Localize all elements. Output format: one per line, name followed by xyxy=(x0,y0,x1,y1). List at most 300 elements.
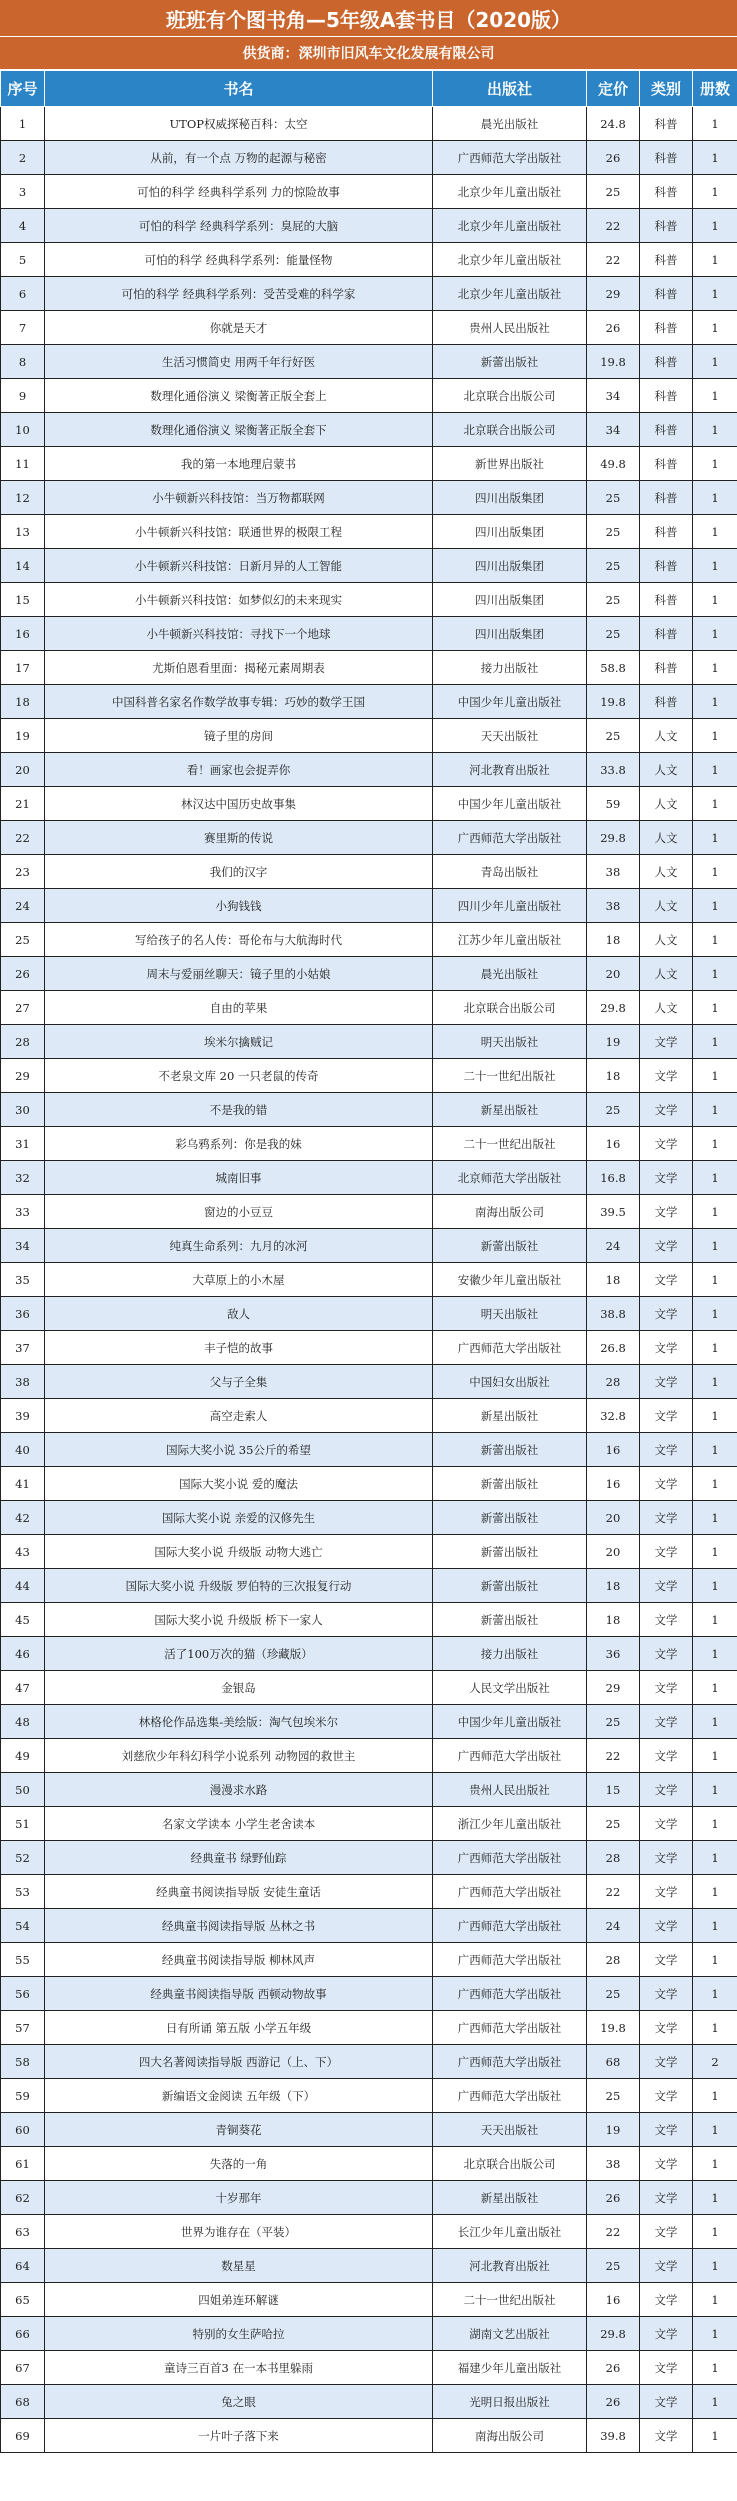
cell-quantity: 1 xyxy=(693,957,737,991)
cell-index: 47 xyxy=(1,1671,45,1705)
cell-publisher: 北京少年儿童出版社 xyxy=(433,175,587,209)
cell-title: 失落的一角 xyxy=(45,2147,433,2181)
cell-category: 科普 xyxy=(640,685,693,719)
cell-price: 59 xyxy=(587,787,640,821)
cell-publisher: 四川出版集团 xyxy=(433,617,587,651)
cell-price: 16 xyxy=(587,2283,640,2317)
cell-quantity: 1 xyxy=(693,2385,737,2419)
cell-category: 科普 xyxy=(640,651,693,685)
cell-publisher: 光明日报出版社 xyxy=(433,2385,587,2419)
cell-price: 25 xyxy=(587,175,640,209)
cell-category: 人文 xyxy=(640,787,693,821)
cell-title: 大草原上的小木屋 xyxy=(45,1263,433,1297)
cell-price: 26 xyxy=(587,141,640,175)
cell-title: 数理化通俗演义 梁衡著正版全套下 xyxy=(45,413,433,447)
cell-category: 文学 xyxy=(640,1433,693,1467)
table-row xyxy=(1,141,737,175)
cell-quantity: 1 xyxy=(693,2419,737,2453)
cell-quantity: 1 xyxy=(693,719,737,753)
cell-publisher: 新世界出版社 xyxy=(433,447,587,481)
cell-quantity: 1 xyxy=(693,1671,737,1705)
table-row xyxy=(1,1501,737,1535)
cell-category: 文学 xyxy=(640,1059,693,1093)
cell-category: 科普 xyxy=(640,481,693,515)
header-title: 书名 xyxy=(45,71,433,107)
cell-publisher: 广西师范大学出版社 xyxy=(433,1739,587,1773)
table-row xyxy=(1,1365,737,1399)
cell-index: 25 xyxy=(1,923,45,957)
cell-publisher: 明天出版社 xyxy=(433,1025,587,1059)
cell-category: 文学 xyxy=(640,1127,693,1161)
cell-price: 24 xyxy=(587,1909,640,1943)
cell-publisher: 安徽少年儿童出版社 xyxy=(433,1263,587,1297)
cell-quantity: 1 xyxy=(693,651,737,685)
cell-quantity: 1 xyxy=(693,311,737,345)
cell-price: 16.8 xyxy=(587,1161,640,1195)
cell-title: 赛里斯的传说 xyxy=(45,821,433,855)
table-row xyxy=(1,2351,737,2385)
table-row xyxy=(1,1297,737,1331)
cell-price: 25 xyxy=(587,2079,640,2113)
cell-category: 文学 xyxy=(640,1603,693,1637)
table-row xyxy=(1,2011,737,2045)
cell-price: 18 xyxy=(587,1059,640,1093)
cell-quantity: 1 xyxy=(693,1229,737,1263)
cell-index: 53 xyxy=(1,1875,45,1909)
cell-index: 4 xyxy=(1,209,45,243)
table-row xyxy=(1,379,737,413)
cell-category: 文学 xyxy=(640,1229,693,1263)
table-row xyxy=(1,243,737,277)
cell-publisher: 中国妇女出版社 xyxy=(433,1365,587,1399)
cell-title: 可怕的科学 经典科学系列 力的惊险故事 xyxy=(45,175,433,209)
cell-index: 42 xyxy=(1,1501,45,1535)
cell-title: 数星星 xyxy=(45,2249,433,2283)
cell-title: 丰子恺的故事 xyxy=(45,1331,433,1365)
cell-quantity: 1 xyxy=(693,1263,737,1297)
cell-price: 39.8 xyxy=(587,2419,640,2453)
table-row xyxy=(1,1467,737,1501)
cell-publisher: 长江少年儿童出版社 xyxy=(433,2215,587,2249)
cell-title: 国际大奖小说 35公斤的希望 xyxy=(45,1433,433,1467)
cell-price: 28 xyxy=(587,1365,640,1399)
cell-index: 7 xyxy=(1,311,45,345)
table-row xyxy=(1,1127,737,1161)
cell-quantity: 1 xyxy=(693,821,737,855)
cell-index: 43 xyxy=(1,1535,45,1569)
cell-price: 25 xyxy=(587,1705,640,1739)
cell-title: 新编语文金阅读 五年级（下） xyxy=(45,2079,433,2113)
cell-category: 文学 xyxy=(640,1569,693,1603)
cell-index: 57 xyxy=(1,2011,45,2045)
cell-quantity: 1 xyxy=(693,515,737,549)
cell-quantity: 1 xyxy=(693,345,737,379)
cell-price: 34 xyxy=(587,413,640,447)
table-row xyxy=(1,1025,737,1059)
cell-title: 童诗三百首3 在一本书里躲雨 xyxy=(45,2351,433,2385)
cell-index: 18 xyxy=(1,685,45,719)
cell-index: 54 xyxy=(1,1909,45,1943)
cell-category: 文学 xyxy=(640,2249,693,2283)
cell-title: 我们的汉字 xyxy=(45,855,433,889)
cell-title: 窗边的小豆豆 xyxy=(45,1195,433,1229)
cell-index: 29 xyxy=(1,1059,45,1093)
book-table xyxy=(0,70,737,2453)
cell-publisher: 二十一世纪出版社 xyxy=(433,1059,587,1093)
cell-price: 19 xyxy=(587,2113,640,2147)
cell-index: 13 xyxy=(1,515,45,549)
cell-price: 25 xyxy=(587,515,640,549)
table-row xyxy=(1,209,737,243)
cell-publisher: 新星出版社 xyxy=(433,1093,587,1127)
table-row xyxy=(1,1943,737,1977)
cell-publisher: 新蕾出版社 xyxy=(433,1603,587,1637)
cell-title: 小牛顿新兴科技馆：如梦似幻的未来现实 xyxy=(45,583,433,617)
header-publisher: 出版社 xyxy=(433,71,587,107)
table-row xyxy=(1,311,737,345)
cell-index: 3 xyxy=(1,175,45,209)
cell-price: 28 xyxy=(587,1943,640,1977)
cell-title: 不老泉文库 20 一只老鼠的传奇 xyxy=(45,1059,433,1093)
cell-index: 61 xyxy=(1,2147,45,2181)
cell-title: 金银岛 xyxy=(45,1671,433,1705)
cell-quantity: 1 xyxy=(693,2079,737,2113)
cell-quantity: 1 xyxy=(693,923,737,957)
cell-category: 科普 xyxy=(640,379,693,413)
table-row xyxy=(1,1331,737,1365)
table-row xyxy=(1,1535,737,1569)
cell-category: 科普 xyxy=(640,583,693,617)
cell-price: 25 xyxy=(587,549,640,583)
cell-category: 文学 xyxy=(640,2385,693,2419)
cell-publisher: 广西师范大学出版社 xyxy=(433,1977,587,2011)
cell-quantity: 1 xyxy=(693,1637,737,1671)
table-row xyxy=(1,923,737,957)
cell-category: 文学 xyxy=(640,2215,693,2249)
cell-publisher: 广西师范大学出版社 xyxy=(433,141,587,175)
cell-price: 24.8 xyxy=(587,107,640,141)
cell-quantity: 1 xyxy=(693,1161,737,1195)
cell-index: 63 xyxy=(1,2215,45,2249)
cell-price: 20 xyxy=(587,1535,640,1569)
table-row xyxy=(1,583,737,617)
cell-price: 29.8 xyxy=(587,821,640,855)
table-row xyxy=(1,889,737,923)
cell-index: 41 xyxy=(1,1467,45,1501)
cell-publisher: 河北教育出版社 xyxy=(433,753,587,787)
cell-publisher: 北京少年儿童出版社 xyxy=(433,209,587,243)
cell-price: 25 xyxy=(587,481,640,515)
cell-index: 32 xyxy=(1,1161,45,1195)
cell-price: 68 xyxy=(587,2045,640,2079)
table-row xyxy=(1,685,737,719)
cell-price: 32.8 xyxy=(587,1399,640,1433)
cell-category: 文学 xyxy=(640,1297,693,1331)
table-row xyxy=(1,107,737,141)
cell-quantity: 1 xyxy=(693,2147,737,2181)
cell-title: 父与子全集 xyxy=(45,1365,433,1399)
cell-quantity: 1 xyxy=(693,1195,737,1229)
cell-index: 45 xyxy=(1,1603,45,1637)
cell-category: 科普 xyxy=(640,175,693,209)
cell-price: 24 xyxy=(587,1229,640,1263)
cell-publisher: 广西师范大学出版社 xyxy=(433,1875,587,1909)
cell-quantity: 1 xyxy=(693,1569,737,1603)
table-row xyxy=(1,957,737,991)
cell-price: 26 xyxy=(587,2351,640,2385)
cell-category: 科普 xyxy=(640,107,693,141)
cell-title: 经典童书阅读指导版 柳林风声 xyxy=(45,1943,433,1977)
cell-index: 52 xyxy=(1,1841,45,1875)
cell-category: 文学 xyxy=(640,2283,693,2317)
cell-index: 33 xyxy=(1,1195,45,1229)
cell-title: 埃米尔擒贼记 xyxy=(45,1025,433,1059)
table-row xyxy=(1,515,737,549)
cell-title: 经典童书 绿野仙踪 xyxy=(45,1841,433,1875)
cell-quantity: 1 xyxy=(693,379,737,413)
cell-index: 23 xyxy=(1,855,45,889)
cell-price: 22 xyxy=(587,2215,640,2249)
cell-publisher: 中国少年儿童出版社 xyxy=(433,1705,587,1739)
cell-publisher: 北京联合出版公司 xyxy=(433,379,587,413)
cell-quantity: 1 xyxy=(693,107,737,141)
cell-quantity: 1 xyxy=(693,855,737,889)
cell-category: 文学 xyxy=(640,1365,693,1399)
cell-category: 文学 xyxy=(640,1909,693,1943)
table-row xyxy=(1,1263,737,1297)
cell-category: 人文 xyxy=(640,923,693,957)
cell-publisher: 北京师范大学出版社 xyxy=(433,1161,587,1195)
header-category: 类别 xyxy=(640,71,693,107)
cell-publisher: 四川出版集团 xyxy=(433,481,587,515)
cell-category: 科普 xyxy=(640,617,693,651)
cell-price: 22 xyxy=(587,1875,640,1909)
cell-quantity: 1 xyxy=(693,1841,737,1875)
cell-publisher: 中国少年儿童出版社 xyxy=(433,787,587,821)
cell-quantity: 1 xyxy=(693,1739,737,1773)
cell-title: 小牛顿新兴科技馆：日新月异的人工智能 xyxy=(45,549,433,583)
header-price: 定价 xyxy=(587,71,640,107)
cell-index: 17 xyxy=(1,651,45,685)
table-row xyxy=(1,2215,737,2249)
cell-index: 30 xyxy=(1,1093,45,1127)
cell-category: 文学 xyxy=(640,1841,693,1875)
cell-quantity: 1 xyxy=(693,1909,737,1943)
cell-index: 37 xyxy=(1,1331,45,1365)
cell-category: 文学 xyxy=(640,2147,693,2181)
cell-category: 文学 xyxy=(640,2317,693,2351)
cell-publisher: 北京联合出版公司 xyxy=(433,2147,587,2181)
cell-quantity: 1 xyxy=(693,583,737,617)
cell-quantity: 1 xyxy=(693,787,737,821)
cell-index: 27 xyxy=(1,991,45,1025)
cell-title: 镜子里的房间 xyxy=(45,719,433,753)
cell-price: 25 xyxy=(587,2249,640,2283)
cell-title: 刘慈欣少年科幻科学小说系列 动物园的救世主 xyxy=(45,1739,433,1773)
cell-quantity: 1 xyxy=(693,1127,737,1161)
table-row xyxy=(1,1773,737,1807)
cell-publisher: 北京少年儿童出版社 xyxy=(433,277,587,311)
cell-publisher: 河北教育出版社 xyxy=(433,2249,587,2283)
table-row xyxy=(1,345,737,379)
cell-title: 城南旧事 xyxy=(45,1161,433,1195)
cell-price: 39.5 xyxy=(587,1195,640,1229)
table-row xyxy=(1,2249,737,2283)
cell-publisher: 四川出版集团 xyxy=(433,515,587,549)
cell-index: 24 xyxy=(1,889,45,923)
cell-index: 62 xyxy=(1,2181,45,2215)
cell-index: 2 xyxy=(1,141,45,175)
cell-index: 56 xyxy=(1,1977,45,2011)
cell-title: 四姐弟连环解谜 xyxy=(45,2283,433,2317)
table-row xyxy=(1,1161,737,1195)
cell-category: 文学 xyxy=(640,1467,693,1501)
cell-quantity: 1 xyxy=(693,1297,737,1331)
table-row xyxy=(1,2419,737,2453)
cell-category: 文学 xyxy=(640,1263,693,1297)
cell-category: 人文 xyxy=(640,991,693,1025)
cell-title: 不是我的错 xyxy=(45,1093,433,1127)
cell-index: 26 xyxy=(1,957,45,991)
cell-category: 人文 xyxy=(640,821,693,855)
table-row xyxy=(1,1977,737,2011)
cell-quantity: 1 xyxy=(693,175,737,209)
cell-price: 26 xyxy=(587,311,640,345)
cell-publisher: 接力出版社 xyxy=(433,1637,587,1671)
cell-index: 68 xyxy=(1,2385,45,2419)
table-row xyxy=(1,2317,737,2351)
cell-category: 文学 xyxy=(640,1161,693,1195)
table-row xyxy=(1,2181,737,2215)
cell-price: 25 xyxy=(587,719,640,753)
cell-index: 69 xyxy=(1,2419,45,2453)
cell-publisher: 新蕾出版社 xyxy=(433,1467,587,1501)
cell-title: 漫漫求水路 xyxy=(45,1773,433,1807)
cell-price: 33.8 xyxy=(587,753,640,787)
cell-category: 文学 xyxy=(640,1399,693,1433)
cell-title: 日有所诵 第五版 小学五年级 xyxy=(45,2011,433,2045)
cell-quantity: 1 xyxy=(693,2283,737,2317)
cell-title: 尤斯伯恩看里面：揭秘元素周期表 xyxy=(45,651,433,685)
cell-price: 20 xyxy=(587,957,640,991)
cell-publisher: 二十一世纪出版社 xyxy=(433,2283,587,2317)
cell-publisher: 南海出版公司 xyxy=(433,2419,587,2453)
cell-index: 64 xyxy=(1,2249,45,2283)
cell-quantity: 1 xyxy=(693,2317,737,2351)
cell-category: 科普 xyxy=(640,413,693,447)
cell-title: 经典童书阅读指导版 丛林之书 xyxy=(45,1909,433,1943)
cell-quantity: 1 xyxy=(693,1093,737,1127)
table-row xyxy=(1,719,737,753)
cell-publisher: 新星出版社 xyxy=(433,2181,587,2215)
table-row xyxy=(1,2385,737,2419)
cell-publisher: 新蕾出版社 xyxy=(433,1501,587,1535)
cell-publisher: 广西师范大学出版社 xyxy=(433,2045,587,2079)
cell-title: 特别的女生萨哈拉 xyxy=(45,2317,433,2351)
cell-quantity: 1 xyxy=(693,2113,737,2147)
cell-category: 文学 xyxy=(640,1195,693,1229)
cell-index: 11 xyxy=(1,447,45,481)
cell-publisher: 新蕾出版社 xyxy=(433,1433,587,1467)
header-index: 序号 xyxy=(1,71,45,107)
table-row xyxy=(1,1059,737,1093)
cell-index: 51 xyxy=(1,1807,45,1841)
cell-index: 44 xyxy=(1,1569,45,1603)
cell-publisher: 四川出版集团 xyxy=(433,549,587,583)
cell-quantity: 1 xyxy=(693,1331,737,1365)
table-row xyxy=(1,1671,737,1705)
cell-title: 国际大奖小说 爱的魔法 xyxy=(45,1467,433,1501)
cell-title: 林格伦作品选集-美绘版：淘气包埃米尔 xyxy=(45,1705,433,1739)
cell-category: 文学 xyxy=(640,1773,693,1807)
cell-quantity: 1 xyxy=(693,447,737,481)
cell-publisher: 北京少年儿童出版社 xyxy=(433,243,587,277)
cell-index: 10 xyxy=(1,413,45,447)
cell-quantity: 1 xyxy=(693,1059,737,1093)
cell-price: 22 xyxy=(587,1739,640,1773)
table-row xyxy=(1,1875,737,1909)
cell-price: 18 xyxy=(587,1263,640,1297)
cell-price: 38 xyxy=(587,2147,640,2181)
cell-category: 文学 xyxy=(640,2419,693,2453)
cell-category: 人文 xyxy=(640,855,693,889)
cell-index: 36 xyxy=(1,1297,45,1331)
table-row xyxy=(1,1841,737,1875)
cell-price: 22 xyxy=(587,209,640,243)
cell-publisher: 二十一世纪出版社 xyxy=(433,1127,587,1161)
cell-title: 国际大奖小说 升级版 动物大逃亡 xyxy=(45,1535,433,1569)
cell-publisher: 四川少年儿童出版社 xyxy=(433,889,587,923)
cell-price: 25 xyxy=(587,1807,640,1841)
header-quantity: 册数 xyxy=(693,71,737,107)
cell-price: 29.8 xyxy=(587,2317,640,2351)
cell-publisher: 青岛出版社 xyxy=(433,855,587,889)
cell-title: 可怕的科学 经典科学系列：受苦受难的科学家 xyxy=(45,277,433,311)
cell-quantity: 1 xyxy=(693,889,737,923)
cell-index: 55 xyxy=(1,1943,45,1977)
cell-price: 18 xyxy=(587,1603,640,1637)
table-row xyxy=(1,481,737,515)
cell-publisher: 新蕾出版社 xyxy=(433,345,587,379)
cell-price: 25 xyxy=(587,1977,640,2011)
table-row xyxy=(1,413,737,447)
cell-price: 19.8 xyxy=(587,685,640,719)
cell-category: 人文 xyxy=(640,753,693,787)
cell-category: 文学 xyxy=(640,2079,693,2113)
cell-category: 人文 xyxy=(640,957,693,991)
cell-price: 29 xyxy=(587,1671,640,1705)
cell-category: 文学 xyxy=(640,1705,693,1739)
cell-index: 60 xyxy=(1,2113,45,2147)
cell-category: 科普 xyxy=(640,141,693,175)
cell-title: 国际大奖小说 升级版 罗伯特的三次报复行动 xyxy=(45,1569,433,1603)
cell-price: 18 xyxy=(587,923,640,957)
table-row xyxy=(1,2283,737,2317)
cell-price: 16 xyxy=(587,1467,640,1501)
cell-publisher: 广西师范大学出版社 xyxy=(433,1331,587,1365)
cell-publisher: 天天出版社 xyxy=(433,2113,587,2147)
cell-price: 26 xyxy=(587,2181,640,2215)
cell-publisher: 广西师范大学出版社 xyxy=(433,821,587,855)
table-row xyxy=(1,651,737,685)
cell-quantity: 1 xyxy=(693,2215,737,2249)
cell-quantity: 1 xyxy=(693,1365,737,1399)
cell-publisher: 广西师范大学出版社 xyxy=(433,1943,587,1977)
cell-price: 29 xyxy=(587,277,640,311)
cell-title: 小牛顿新兴科技馆：当万物都联网 xyxy=(45,481,433,515)
cell-publisher: 广西师范大学出版社 xyxy=(433,1841,587,1875)
cell-category: 文学 xyxy=(640,1331,693,1365)
